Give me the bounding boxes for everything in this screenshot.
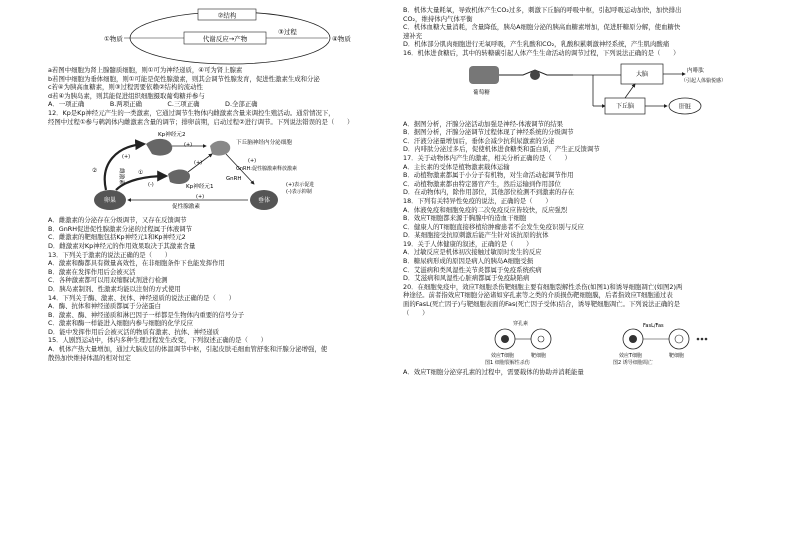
plus-mark-gonadotropin: (+) xyxy=(196,194,205,201)
structure-label: ②结构 xyxy=(217,11,237,20)
q19-stem: 19．关于人体健康的叙述，正确的是（ ） xyxy=(403,239,533,248)
pituitary-label: 垂体 xyxy=(257,197,271,205)
q11-line-a: a若图中细胞为肾上腺髓质细胞，则①可为神经递质，④可为肾上腺素 xyxy=(48,66,243,74)
metabolism-label: 代谢反应→产物 xyxy=(202,35,248,43)
q12-option-c: C．雌激素的靶细胞包括Kp神经元1和Kp神经元2 xyxy=(48,233,186,242)
q13-option-a: A．激素和酶都具有微量高效性，在非细胞条件下也能发挥作用 xyxy=(48,259,225,268)
cell-diagram-figure xyxy=(82,6,372,66)
q15-option-c-1: C．机体血糖大量消耗，含量降低，胰岛A细胞分泌的胰高血糖素增加，促进肝糖原分解，使血糖快 xyxy=(403,23,681,32)
q19-option-a: A．过敏反应是机体初次接触过敏原时发生的反应 xyxy=(403,248,542,257)
estrogen-vertical-label xyxy=(118,168,126,185)
q16-option-a: A．据图分析，汗腺分泌活动加强是神经-体液调节的结果 xyxy=(403,119,564,128)
sugar-regulation-svg xyxy=(463,58,723,120)
q18-stem: 18．下列有关特异性免疫的说法，正确的是（ ） xyxy=(403,196,552,205)
q18-option-b: B．效应T细胞都来源于胸腺中的造血干细胞 xyxy=(403,214,527,223)
kp-regulation-figure xyxy=(86,128,336,216)
fig1-caption: 图1 细胞裂解性杀伤 xyxy=(485,360,530,367)
q15-stem: 15．人剧烈运动中，体内多种生理过程发生改变，下列叙述正确的是（ ） xyxy=(48,336,268,345)
q16-option-c: C．汗液分泌量增加后，垂体会减少抗利尿激素的分泌 xyxy=(403,136,555,145)
q13-option-b: B．激素在发挥作用后会被灭活 xyxy=(48,267,136,276)
q14-option-d: D．能中发挥作用后会被灭活的物质有激素、抗体、神经递质 xyxy=(48,327,220,336)
q20-stem-1: 20．在细胞免疫中，效应T细胞杀伤靶细胞主要有细胞裂解性杀伤(如图1)和诱导细胞凋亡(如图2)两 xyxy=(403,282,683,291)
fig1-effector-t-label: 效应T细胞 xyxy=(491,353,515,360)
q15-option-b-2: CO₂，维持体内气体平衡 xyxy=(403,14,473,23)
sugar-regulation-figure xyxy=(463,58,723,120)
estrogen-label: 雌激素 xyxy=(118,168,124,185)
gnrh-note-label: GnRH:促性腺激素释放激素 xyxy=(236,166,297,173)
right-column xyxy=(403,6,753,377)
q18-option-d: D．某细胞接受抗原刺激后能产生针对该抗原的抗体 xyxy=(403,231,549,240)
perforin-label: 穿孔素 xyxy=(513,321,529,328)
legend-promote: (+)表示促进 xyxy=(286,182,315,189)
q14-option-a: A．酶、抗体和神经递质都属于分泌蛋白 xyxy=(48,302,162,311)
minus-mark-kp1: (-) xyxy=(148,182,154,189)
q11-line-c: c若④为胰高血糖素，则③过程需要依赖②结构的流动性 xyxy=(48,83,203,92)
q16-option-d: D．内啡肽分泌过多后，促使机体进食糖类和蛋白质，产生正反馈调节 xyxy=(403,145,600,154)
q18-option-a: A．体液免疫和细胞免疫的二次免疫反应皆较快，反应强烈 xyxy=(403,205,568,214)
q14-option-b: B．激素、酶、神经递质和淋巴因子一样都是生物体内重要的信号分子 xyxy=(48,310,245,319)
q15-option-b-1: B．机体大量耗氧，导致机体产生CO₂过多，刺激下丘脑的呼吸中枢，引起呼吸运动加快，加快排出 xyxy=(403,6,682,14)
q17-option-b: B．动植物激素都属于小分子有机物，对生命活动起调节作用 xyxy=(403,171,574,180)
q11-line-b: b若图中细胞为垂体细胞，则①可能是促性腺激素，则其会调节性腺发育，促进性激素生成和分泌 xyxy=(48,74,320,83)
plus-mark-kp1: (+) xyxy=(194,160,203,167)
substance-4-label: ④物质 xyxy=(332,35,351,43)
fig1-target-label: 靶细胞 xyxy=(531,353,547,360)
q19-option-b: B．糖尿病形成的原因是病人的胰岛A细胞受损 xyxy=(403,257,534,266)
hypothalamus-label: 下丘脑 xyxy=(615,102,635,110)
process-3-label: ③过程 xyxy=(278,28,297,36)
q15-option-a-2: 散热加快维持体温的相对恒定 xyxy=(48,353,132,362)
plus-mark-gnrh: (+) xyxy=(248,158,257,165)
q13-stem: 13．下列关于激素的说法正确的是（ ） xyxy=(48,250,172,259)
substance-1-label: ①物质 xyxy=(104,35,123,43)
t-cell-figure-captions xyxy=(483,359,743,368)
fig2-caption: 图2 诱导细胞凋亡 xyxy=(613,360,653,367)
q11-options: A．一项正确 B.两项正确 C.三项正确 D.全部正确 xyxy=(48,100,258,109)
q13-option-d: D．胰岛素制剂、性激素均能以注射的方式使用 xyxy=(48,284,181,293)
plus-mark-kp2: (+) xyxy=(122,154,131,161)
q12-option-d: D．雌激素对Kp神经元的作用效果取决于其激素含量 xyxy=(48,241,196,250)
plus-mark-hypo: (+) xyxy=(184,142,193,149)
q20-stem-2: 种途径。前者指效应T细胞分泌诸如穿孔素等之类的介质损伤靶细胞膜，后者指效应T细胞通过表 xyxy=(403,291,673,300)
q15-option-c-2: 速补充 xyxy=(403,31,423,40)
ovary-label: 卵巢 xyxy=(103,197,117,205)
fasl-fas-label: FasL/Fas xyxy=(643,323,664,330)
q12-stem-2: 经图中过程①参与鹌鹑体内雌激素含量的调节；排卵前期，启动过程②进行调节。下列说法错误的是（ ） xyxy=(48,117,354,126)
hypothalamus-cell-label: 下丘脑神经内分泌细胞 xyxy=(236,140,292,147)
q13-option-c: C．各种激素都可以用双缩脲试剂进行检测 xyxy=(48,276,168,285)
q19-option-d: D．艾滋病和风湿性心脏病都属于免疫缺陷病 xyxy=(403,274,530,283)
kp-neuron-1-label: Kp神经元1 xyxy=(186,184,214,191)
sugar-label: 葡萄糖 xyxy=(473,89,490,96)
q17-option-d: D．在动物体内，除作用部位，其他部位检测不到激素的存在 xyxy=(403,188,575,197)
mark-process-1: ① xyxy=(138,170,144,177)
mark-process-2: ② xyxy=(92,168,98,175)
q15-option-a-1: A．机体产热大量增加，通过大脑皮层的体温调节中枢，引起皮肤毛细血管舒张和汗腺分泌增强，使 xyxy=(48,345,328,354)
q19-option-c: C．艾滋病和类风湿性关节炎都属于免疫系统疾病 xyxy=(403,265,542,274)
endorphin-label: 内啡肽 xyxy=(687,67,704,74)
q11-line-d: d若④为胰岛素，则其能促进组织细胞摄取葡萄糖并参与 xyxy=(48,91,205,100)
fig2-effector-t-label: 效应T细胞 xyxy=(619,353,643,360)
t-cell-killing-svg xyxy=(483,319,733,359)
cell-diagram-svg xyxy=(82,6,372,66)
q20-stem-3: 面的FasL(死亡因子)与靶细胞表面的Fas(死亡因子受体)结合，诱导靶细胞凋亡。下列说法正确的是 xyxy=(403,300,681,309)
q18-option-c: C．健康人的T细胞直接移植给肿瘤患者不会发生免疫识别与反应 xyxy=(403,222,584,231)
q17-option-c: C．动植物激素都由特定器官产生，然后运输到作用部位 xyxy=(403,179,561,188)
fig2-target-label: 靶细胞 xyxy=(669,353,685,360)
gnrh-label: GnRH xyxy=(226,176,242,183)
q12-option-b: B．GnRH促进促性腺激素分泌的过程属于体液调节 xyxy=(48,224,193,233)
q14-stem: 14．下列关于酶、激素、抗体、神经递质的说法正确的是（ ） xyxy=(48,293,236,302)
q16-stem: 16．机体进食糖后，其中的转糖碳引起人体产生生命活动的调节过程，下列说法正确的是（ ） xyxy=(403,48,680,57)
q16-option-b: B．据图分析，汗腺分泌调节过程体现了神经系统的分级调节 xyxy=(403,128,574,137)
q17-stem: 17．关于动物体内产生的激素，相关分析正确的是（ ） xyxy=(403,153,571,162)
t-cell-killing-figure xyxy=(483,319,733,359)
endorphin-note-label: （引起人体愉悦感） xyxy=(681,77,723,84)
legend-inhibit: (-)表示抑制 xyxy=(286,189,312,196)
q20-option-a: A．效应T细胞分泌穿孔素的过程中，需要载体的协助并消耗能量 xyxy=(403,368,584,377)
q12-stem-1: 12．Kp是Kp神经元产生的一类激素，它通过调节生物体内雌激素含量来调控生殖活动。通常情况下， xyxy=(48,108,335,117)
q14-option-c: C．激素和酶一样能进入细胞内参与细胞的化学反应 xyxy=(48,319,194,328)
kp-neuron-2-label: Kp神经元2 xyxy=(158,132,186,139)
q17-option-a: A．主长素的受体是植物激素载体运输 xyxy=(403,162,510,171)
q15-option-d: D．机体部分肌肉细胞进行无氧呼吸，产生乳酸和CO₂，乳酸积累刺激神经系统，产生肌肉酸痛 xyxy=(403,40,670,49)
kp-regulation-svg xyxy=(86,128,336,216)
gonadotropin-label: 促性腺激素 xyxy=(172,204,200,211)
q20-stem-4: （ ） xyxy=(403,308,429,317)
brain-label: 大脑 xyxy=(635,70,649,78)
liver-label: 肝脏 xyxy=(678,103,692,111)
q12-option-a: A．雌激素的分泌存在分级调节，又存在反馈调节 xyxy=(48,216,187,225)
left-column xyxy=(48,6,391,362)
